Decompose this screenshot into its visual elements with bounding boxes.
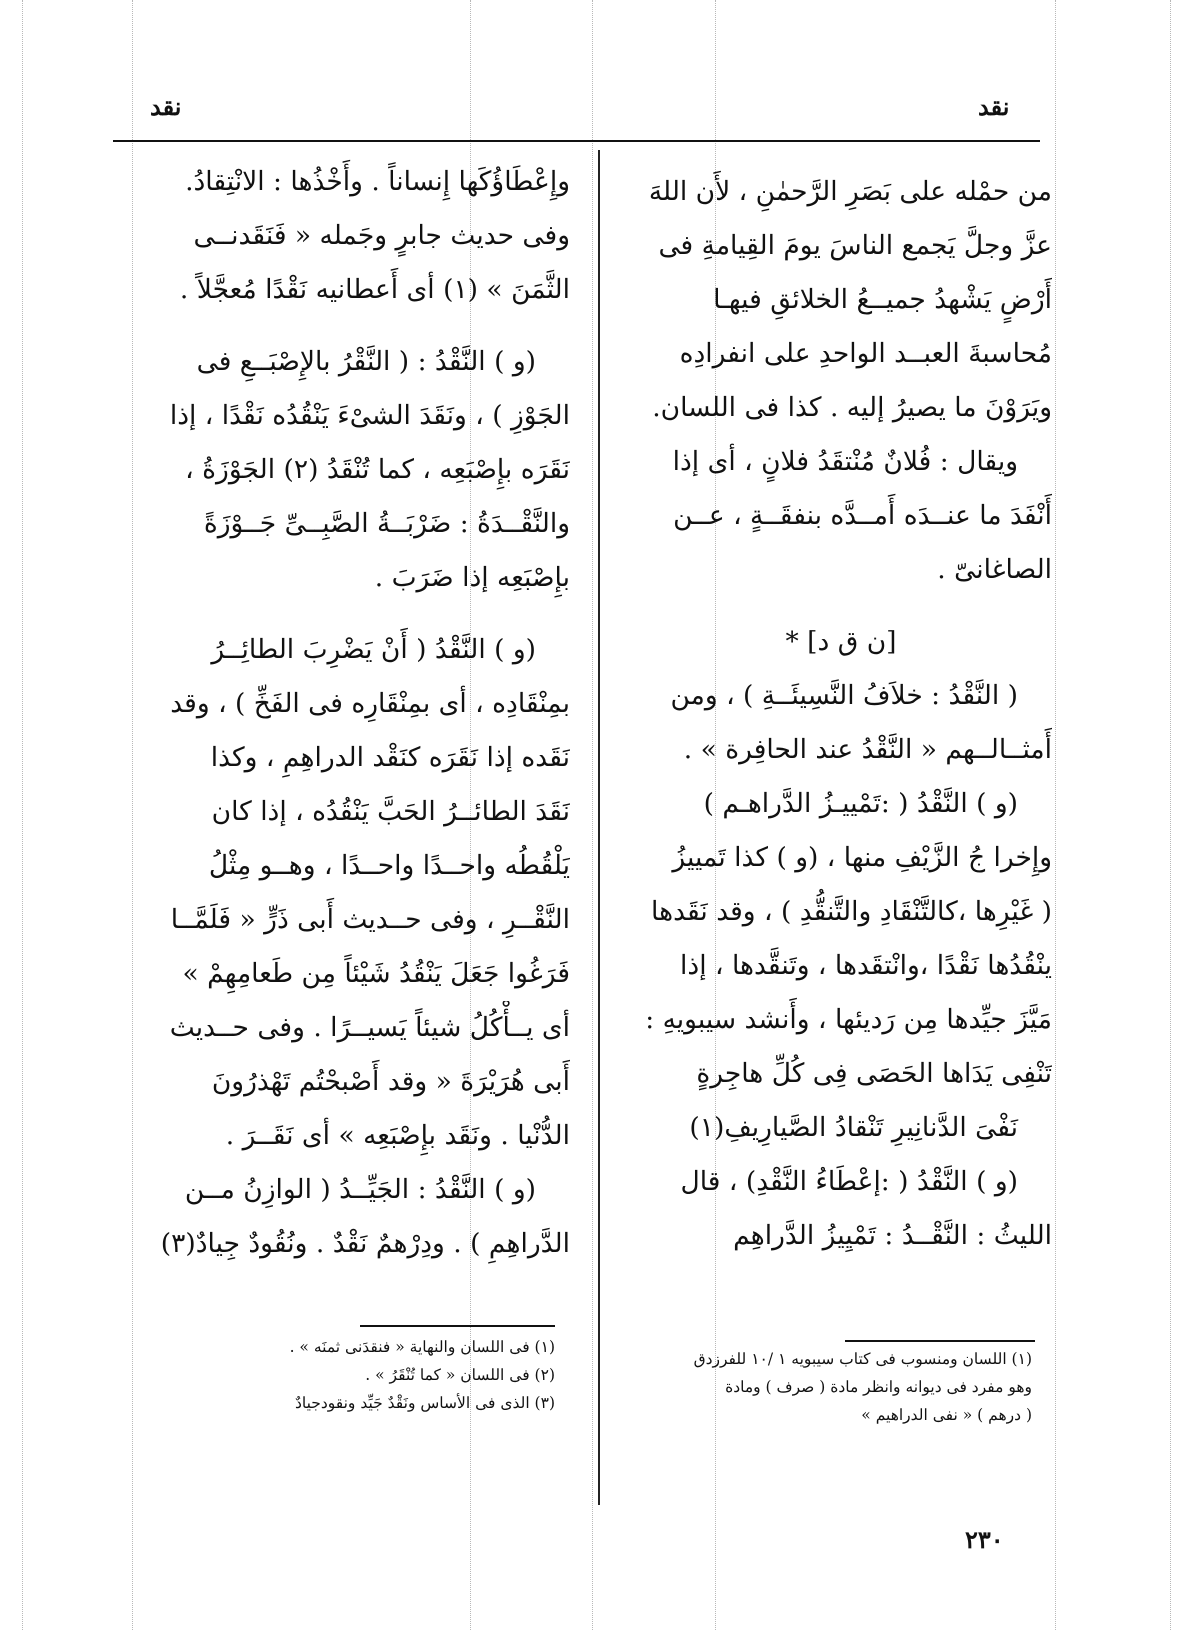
footnote-line: (١) فى اللسان والنهاية « فنقدَنى ثمنَه » . — [289, 1338, 555, 1356]
header-rule — [113, 140, 1040, 142]
right-footnotes — [640, 1345, 1032, 1429]
footnote-line: (١) اللسان ومنسوب فى كتاب سيبويه ١ /١٠ للفرزدق — [693, 1350, 1032, 1368]
footnote-rule — [360, 1325, 555, 1327]
text-line: الصاغانىّ . — [937, 554, 1052, 585]
text-line: أَرْضٍ يَشْهدُ جميــعُ الخلائقِ فيهـا — [713, 284, 1052, 315]
text-line: ( غَيْرِها ،كالتَّنْقَادِ والتَّنقُّدِ ) ، وقد نَقَدها — [651, 896, 1052, 927]
footnote-line: وهو مفرد فى ديوانه وانظر مادة ( صرف ) ومادة — [725, 1378, 1032, 1396]
left-footnotes — [150, 1333, 555, 1417]
text-line: ينْقُدُها نَقْدًا ،وانْتقَدها ، وتَنقَّدها ، إذا — [680, 950, 1052, 981]
text-line: من حمْله على بَصَرِ الرَّحمٰنِ ، لأَن اللهَ — [648, 176, 1052, 207]
text-line: عزَّ وجلَّ يَجمع الناسَ يومَ القِيامةِ فى — [658, 230, 1052, 261]
footnote-line: (٢) فى اللسان « كما تُنْقَرُ » . — [365, 1366, 555, 1384]
text-line: بمِنْقَادِه ، أى بمِنْقَارِه فى الفَخِّ ) ، وقد — [170, 688, 570, 719]
text-line: النَّقْــرِ ، وفى حــديث أَبى ذَرٍّ « فَلَمَّــا — [170, 904, 570, 935]
text-line: والنَّقْــدَةُ : ضَرْبَــةُ الصَّبِــىِّ جَــوْزَةً — [203, 508, 570, 539]
root-heading: [ن ق د] * — [785, 626, 897, 657]
text-line: ويَرَوْنَ ما يصيرُ إليه . كذا فى اللسان. — [652, 392, 1052, 423]
text-line: (و ) النَّقْدُ ( :تَمْييـزُ الدَّراهـم ) — [703, 788, 1018, 819]
footnote-line: ( درهم ) « نفى الدراهيم » — [861, 1406, 1032, 1424]
text-line: أَمثــالــهم « النَّقْدُ عند الحافِرة » . — [683, 734, 1052, 765]
text-line: يَلْقُطُه واحــدًا واحــدًا ، وهــو مِثْلُ — [208, 850, 570, 881]
scan-guide-line — [1055, 0, 1056, 1630]
text-line: أى يــأْكُلُ شيئاً يَسيــرًا . وفى حــديث — [169, 1012, 570, 1043]
text-line: أَبى هُرَيْرَةَ « وقد أَصْبحْتُم تَهْذرُونَ — [211, 1066, 570, 1097]
text-line: أَنْفَدَ ما عنــدَه أَمــدَّه بنفقَــةٍ ، عــن — [673, 500, 1052, 531]
page-number: ٢٣٠ — [965, 1525, 1004, 1554]
text-line: نَقَدَ الطائــرُ الحَبَّ يَنْقُدُه ، إذا كان — [211, 796, 570, 827]
text-line: الثَّمَنَ » (١) أى أَعطانيه نَقْدًا مُعجَّلاً . — [179, 274, 570, 305]
text-line: وفى حديث جابرٍ وجَمله « فَنَقَدنــى — [193, 220, 570, 251]
header-right-word: نقد — [978, 92, 1010, 121]
scan-guide-line — [592, 0, 593, 1630]
text-line: ( النَّقْدُ : خلاَفُ النَّسِيئَــةِ ) ، ومن — [670, 680, 1018, 711]
text-line: الجَوْزِ ) ، ونَقَدَ الشىْءَ يَنْقُدُه نَقْدًا ، إذا — [169, 400, 570, 431]
left-column — [118, 155, 570, 1271]
verse-line: نَفْىَ الدَّنانِيرِ تَنْقادُ الصَّيارِيفِ(١) — [689, 1112, 1018, 1143]
text-line: ويقال : فُلانٌ مُنْتقَدُ فلانٍ ، أى إذا — [672, 446, 1018, 477]
header-left-word: نقد — [150, 92, 182, 121]
text-line: الدَّراهِمِ ) . ودِرْهمٌ نَقْدٌ . ونُقُودٌ جِيادٌ(٣) — [160, 1228, 570, 1259]
text-line: (و ) النَّقْدُ : ( النَّقْرُ بالإِصْبَــعِ فى — [196, 346, 536, 377]
text-line: (و ) النَّقْدُ ( :إعْطَاءُ النَّقْدِ) ، قال — [680, 1166, 1018, 1197]
verse-line: تَنْفِى يَدَاها الحَصَى فِى كُلِّ هاجِرةٍ — [696, 1058, 1052, 1089]
text-line: نَقَده إذا نَقَرَه كنَقْد الدراهِمِ ، وكذا — [210, 742, 570, 773]
text-line: الدُّنْيا . ونَقَد بإِصْبَعِه » أى نَقَــرَ . — [225, 1120, 570, 1151]
scan-guide-line — [22, 0, 23, 1630]
text-line: بإِصْبَعِه إذا ضَرَبَ . — [374, 562, 570, 593]
footnote-rule — [845, 1340, 1035, 1342]
text-line: وإِخرا جُ الزَّيْفِ منها ، (و ) كذا تَمييزُ — [672, 842, 1052, 873]
right-column — [630, 165, 1052, 1263]
text-line: نَقَرَه بإِصْبَعِه ، كما تُنْقَدُ (٢) الجَوْزَةُ ، — [185, 454, 570, 485]
text-line: فَرَغُوا جَعَلَ يَنْقُدُ شَيْئاً مِن طَعامِهِمْ » — [182, 958, 570, 989]
scan-guide-line — [1170, 0, 1171, 1630]
footnote-line: (٣) الذى فى الأساس ونَقْدٌ جَيِّد ونقودجيادٌ — [294, 1394, 555, 1412]
text-line: (و ) النَّقْدُ ( أَنْ يَضْرِبَ الطائِــرُ — [211, 634, 536, 665]
column-divider — [598, 150, 600, 1505]
text-line: وإِعْطَاؤُكَها إِنساناً . وأَخْذُها : الانْتِقادُ. — [185, 166, 570, 197]
text-line: الليثُ : النَّقْــدُ : تَمْيِيزُ الدَّراهِم — [733, 1220, 1052, 1251]
text-line: مُحاسبةَ العبــد الواحدِ على انفرادِه — [679, 338, 1052, 369]
text-line: (و ) النَّقْدُ : الجَيِّــدُ ( الوازِنُ مــن — [184, 1174, 536, 1205]
text-line: مَيَّزَ جيِّدها مِن رَديئها ، وأَنشد سيبويهِ : — [645, 1004, 1052, 1035]
